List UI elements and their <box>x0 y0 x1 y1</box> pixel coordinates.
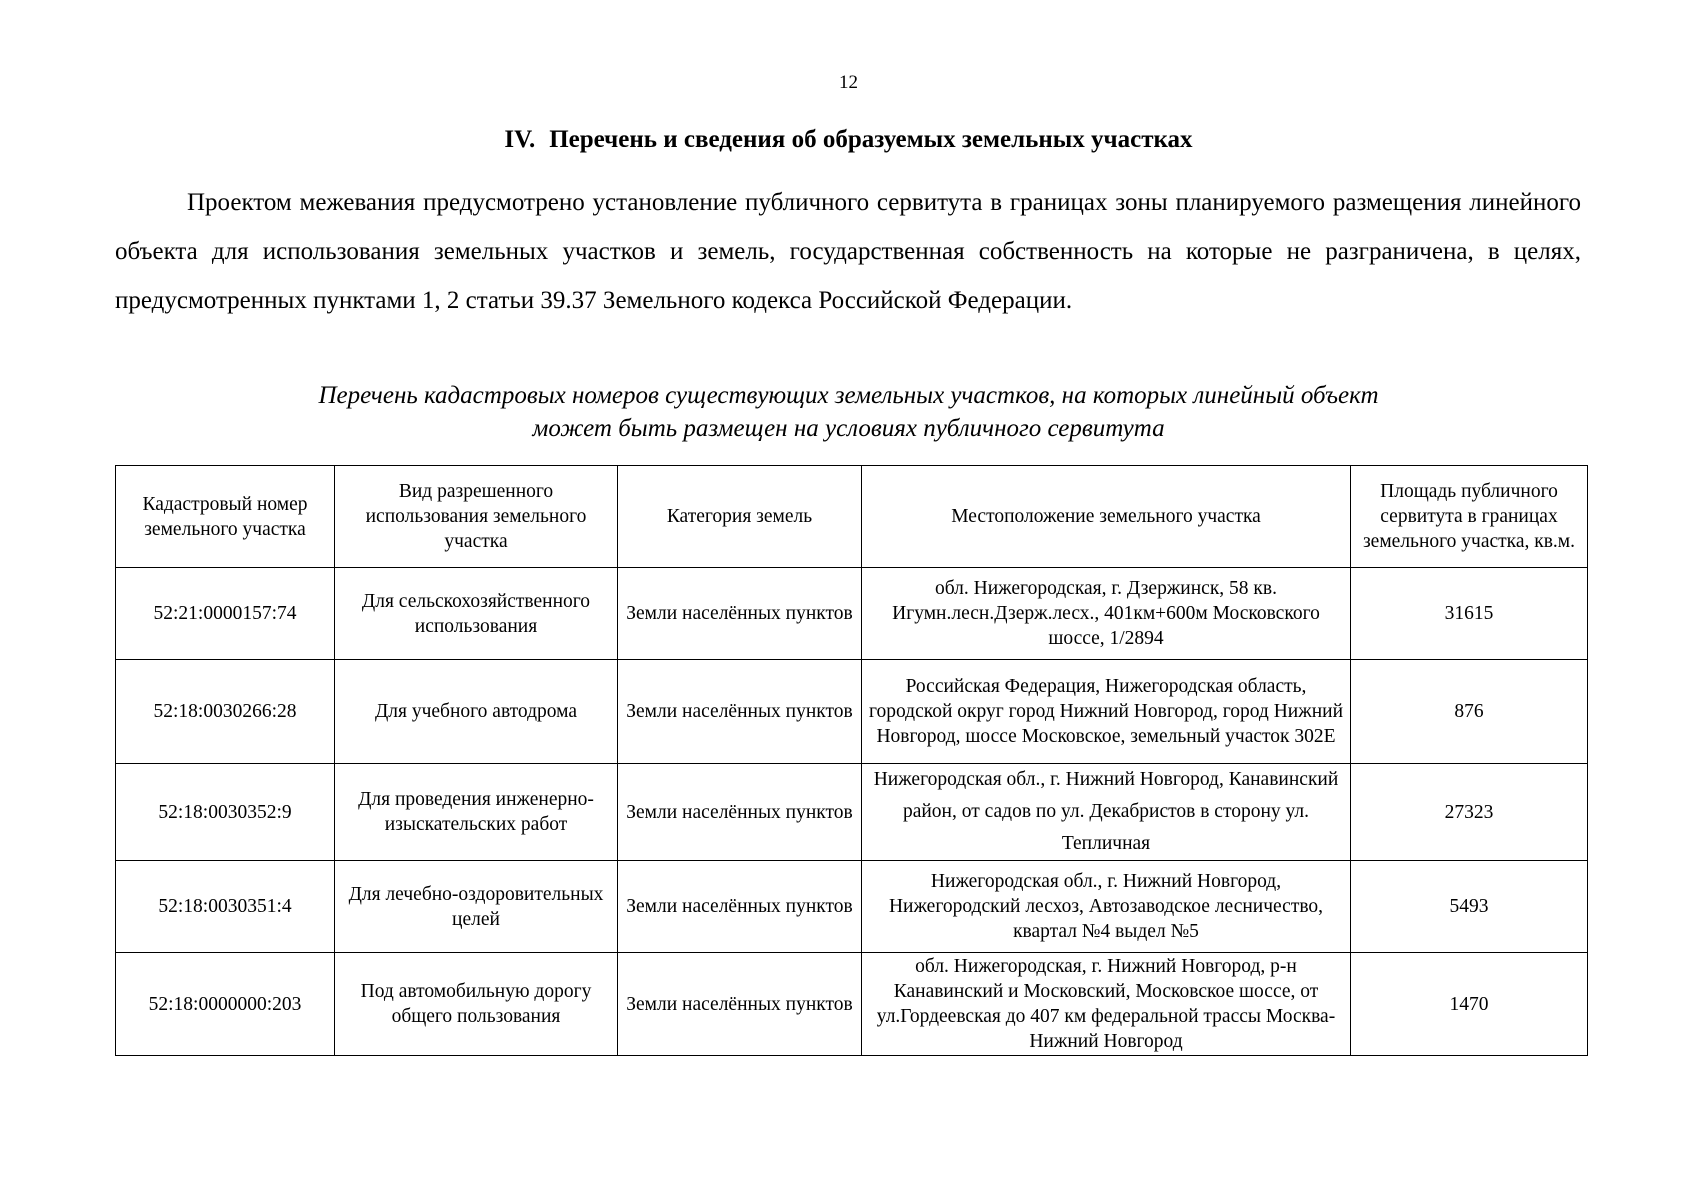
cell-cadastral-number: 52:18:0030351:4 <box>116 861 335 953</box>
header-location: Местоположение земельного участка <box>862 466 1351 568</box>
cell-permitted-use: Под автомобильную дорогу общего пользования <box>335 953 618 1056</box>
header-cadastral-number: Кадастровый номер земельного участка <box>116 466 335 568</box>
cell-location: Нижегородская обл., г. Нижний Новгород, Канавинский район, от садов по ул. Декабристов в сторону ул. Тепличная <box>862 764 1351 861</box>
cell-cadastral-number: 52:18:0030266:28 <box>116 660 335 764</box>
cell-permitted-use: Для проведения инженерно-изыскательских работ <box>335 764 618 861</box>
cell-cadastral-number: 52:21:0000157:74 <box>116 568 335 660</box>
cell-location: Нижегородская обл., г. Нижний Новгород, Нижегородский лесхоз, Автозаводское лесничество, квартал №4 выдел №5 <box>862 861 1351 953</box>
cell-servitude-area: 31615 <box>1351 568 1588 660</box>
land-plots-table <box>115 465 1588 1056</box>
cell-servitude-area: 1470 <box>1351 953 1588 1056</box>
cell-location: обл. Нижегородская, г. Дзержинск, 58 кв. Игумн.лесн.Дзерж.лесх., 401км+600м Московского шоссе, 1/2894 <box>862 568 1351 660</box>
cell-land-category: Земли населённых пунктов <box>618 953 862 1056</box>
table-row <box>116 953 1588 1056</box>
table-caption-line-1: Перечень кадастровых номеров существующих земельных участков, на которых линейный объект <box>318 382 1379 409</box>
cell-servitude-area: 27323 <box>1351 764 1588 861</box>
cell-permitted-use: Для лечебно-оздоровительных целей <box>335 861 618 953</box>
section-title <box>0 126 1697 154</box>
cell-cadastral-number: 52:18:0030352:9 <box>116 764 335 861</box>
cell-land-category: Земли населённых пунктов <box>618 764 862 861</box>
cell-servitude-area: 876 <box>1351 660 1588 764</box>
table-row <box>116 764 1588 861</box>
cell-permitted-use: Для сельскохозяйственного использования <box>335 568 618 660</box>
cell-land-category: Земли населённых пунктов <box>618 660 862 764</box>
cell-cadastral-number: 52:18:0000000:203 <box>116 953 335 1056</box>
page-number: 12 <box>839 72 858 93</box>
table-row <box>116 568 1588 660</box>
section-title-text: Перечень и сведения об образуемых земельных участках <box>549 126 1193 153</box>
cell-location: обл. Нижегородская, г. Нижний Новгород, р-н Канавинский и Московский, Московское шоссе, от ул.Гордеевская до 407 км федеральной трассы Москва-Нижний Новгород <box>862 953 1351 1056</box>
cell-location: Российская Федерация, Нижегородская область, городской округ город Нижний Новгород, город Нижний Новгород, шоссе Московское, земельный участок 302Е <box>862 660 1351 764</box>
header-permitted-use: Вид разрешенного использования земельного участка <box>335 466 618 568</box>
table-row <box>116 861 1588 953</box>
header-servitude-area: Площадь публичного сервитута в границах земельного участка, кв.м. <box>1351 466 1588 568</box>
table-header-row <box>116 466 1588 568</box>
cell-servitude-area: 5493 <box>1351 861 1588 953</box>
table-caption <box>0 379 1697 445</box>
table-row <box>116 660 1588 764</box>
header-land-category: Категория земель <box>618 466 862 568</box>
section-number: IV. <box>504 126 536 153</box>
cell-permitted-use: Для учебного автодрома <box>335 660 618 764</box>
table-caption-line-2: может быть размещен на условиях публичного сервитута <box>532 415 1165 442</box>
cell-land-category: Земли населённых пунктов <box>618 568 862 660</box>
intro-paragraph: Проектом межевания предусмотрено установление публичного сервитута в границах зоны планируемого размещения линейного объекта для использования земельных участков и земель, государственная собственность на которые не разграничена, в целях, предусмотренных пунктами 1, 2 статьи 39.37 Земельного кодекса Российской Федерации. <box>115 189 1581 314</box>
cell-land-category: Земли населённых пунктов <box>618 861 862 953</box>
